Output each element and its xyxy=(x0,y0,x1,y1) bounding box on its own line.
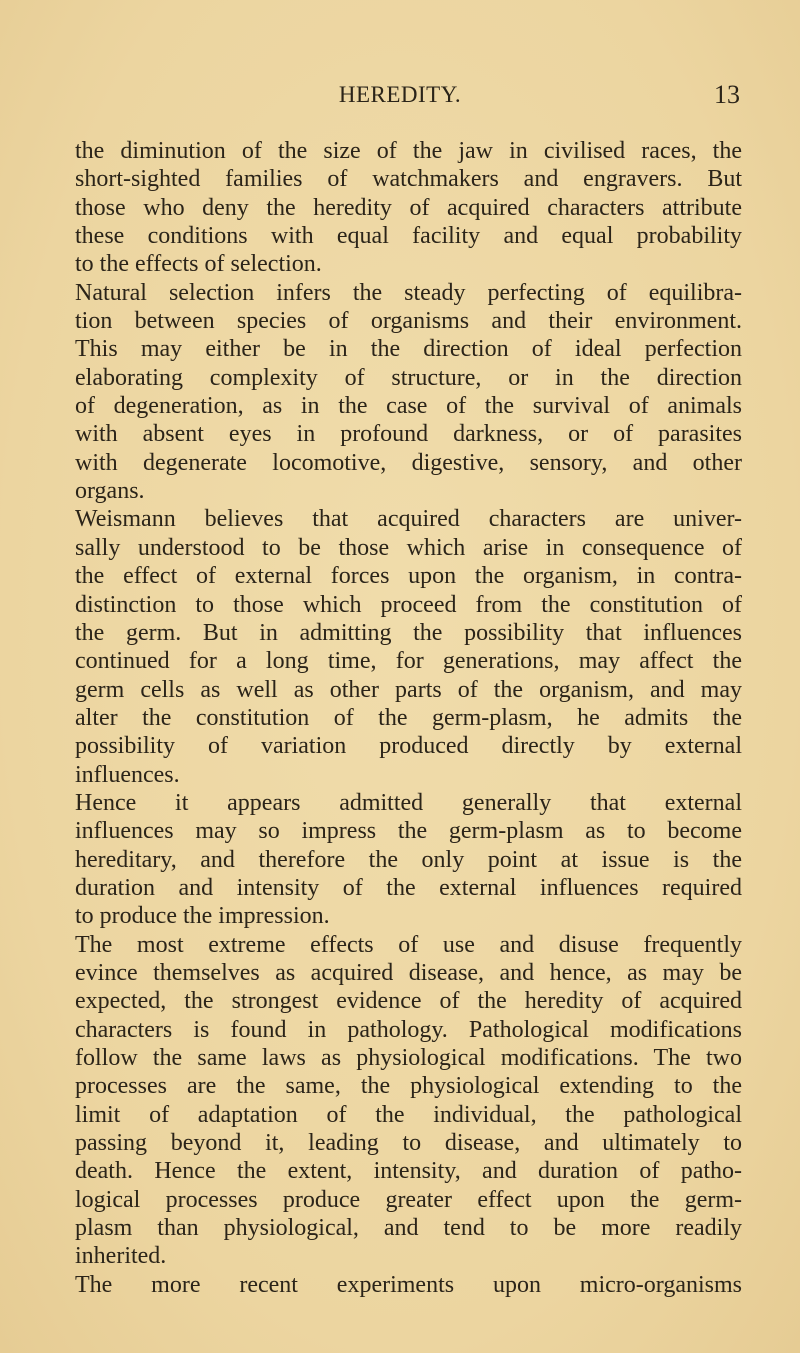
text-line: This may either be in the direction of ideal perfection xyxy=(75,336,742,363)
text-line: organs. xyxy=(75,478,145,505)
text-line: Natural selection infers the steady perfecting of equilibra- xyxy=(75,279,742,306)
text-line: sally understood to be those which arise in consequence of xyxy=(75,534,742,561)
paragraph xyxy=(75,137,742,279)
text-line: alter the constitution of the germ-plasm, he admits the xyxy=(75,704,742,731)
text-line: the diminution of the size of the jaw in civilised races, the xyxy=(75,138,742,164)
text-line: elaborating complexity of structure, or in the direction xyxy=(75,364,742,391)
paragraph xyxy=(75,279,742,506)
text-line: with degenerate locomotive, digestive, sensory, and other xyxy=(75,449,742,476)
page-number: 13 xyxy=(714,80,740,109)
text-line: those who deny the heredity of acquired characters attribute xyxy=(75,194,742,221)
text-line: with absent eyes in profound darkness, or of parasites xyxy=(75,421,742,448)
text-line: influences may so impress the germ-plasm as to become xyxy=(75,818,742,845)
paragraph xyxy=(75,505,742,788)
text-line: The more recent experiments upon micro-organisms xyxy=(75,1271,742,1298)
text-line: distinction to those which proceed from the constitution of xyxy=(75,591,742,618)
text-line: of degeneration, as in the case of the survival of animals xyxy=(75,393,742,420)
text-line: processes are the same, the physiological extending to the xyxy=(75,1073,742,1100)
text-line: germ cells as well as other parts of the organism, and may xyxy=(75,676,742,703)
text-line: plasm than physiological, and tend to be more readily xyxy=(75,1215,742,1242)
text-line: influences. xyxy=(75,761,180,788)
text-line: inherited. xyxy=(75,1243,167,1270)
text-line: The most extreme effects of use and disuse frequently xyxy=(75,931,742,958)
text-line: hereditary, and therefore the only point at issue is the xyxy=(75,846,742,873)
text-line: tion between species of organisms and their environment. xyxy=(75,308,742,335)
text-line: the germ. But in admitting the possibility that influences xyxy=(75,619,742,646)
text-line: follow the same laws as physiological modifications. The two xyxy=(75,1045,742,1071)
running-head xyxy=(0,82,800,112)
running-title: HEREDITY. xyxy=(338,82,462,107)
text-line: expected, the strongest evidence of the heredity of acquired xyxy=(75,988,742,1015)
text-line: duration and intensity of the external influences required xyxy=(75,874,742,901)
paragraph xyxy=(75,931,742,1271)
text-line: logical processes produce greater effect upon the germ- xyxy=(75,1186,742,1213)
text-line: Weismann believes that acquired characters are univer- xyxy=(75,506,742,533)
body-text xyxy=(75,137,742,1299)
text-line: Hence it appears admitted generally that external xyxy=(75,789,742,816)
text-line: characters is found in pathology. Pathological modifications xyxy=(75,1016,742,1043)
paragraph xyxy=(75,789,742,931)
text-line: limit of adaptation of the individual, the pathological xyxy=(75,1101,742,1128)
text-line: short-sighted families of watchmakers and engravers. But xyxy=(75,166,742,193)
text-line: continued for a long time, for generations, may affect the xyxy=(75,648,742,675)
text-line: possibility of variation produced directly by external xyxy=(75,733,742,760)
text-line: passing beyond it, leading to disease, and ultimately to xyxy=(75,1130,742,1157)
paragraph xyxy=(75,1271,742,1299)
text-line: these conditions with equal facility and equal probability xyxy=(75,223,742,250)
text-line: to produce the impression. xyxy=(75,903,330,930)
text-line: to the effects of selection. xyxy=(75,251,322,278)
text-line: evince themselves as acquired disease, and hence, as may be xyxy=(75,959,742,986)
text-line: death. Hence the extent, intensity, and duration of patho- xyxy=(75,1158,742,1185)
text-line: the effect of external forces upon the organism, in contra- xyxy=(75,563,742,590)
